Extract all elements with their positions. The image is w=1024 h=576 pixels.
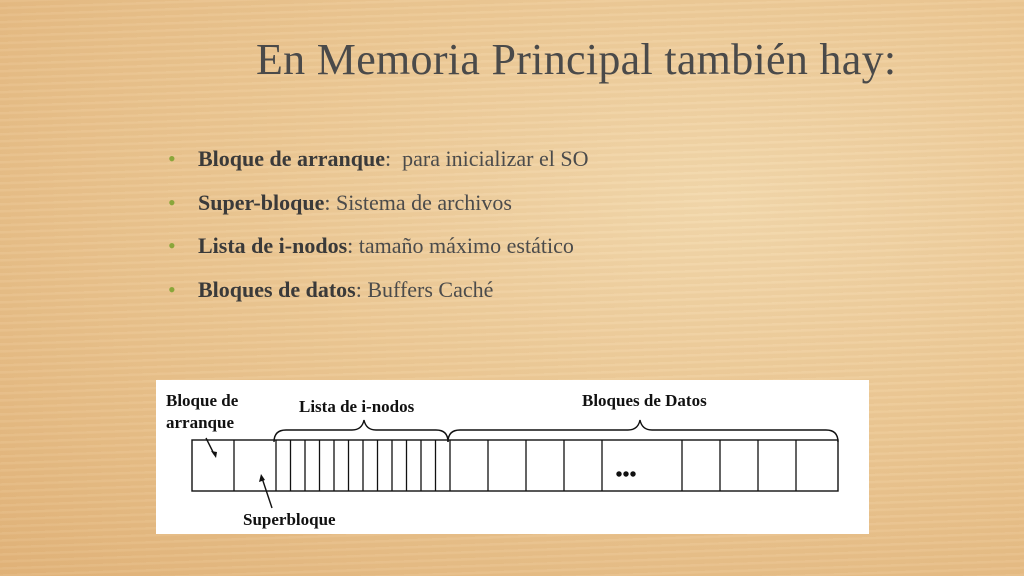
superblock-label: Superbloque — [243, 510, 336, 529]
disk-layout-diagram — [156, 380, 869, 534]
ellipsis-text: ••• — [615, 464, 637, 486]
cell-dividers — [234, 440, 796, 491]
bullet-dot-icon: • — [168, 189, 176, 215]
bullet-desc: para inicializar el SO — [402, 146, 589, 171]
diagram-svg — [156, 380, 869, 534]
boot-block-label-line2: arranque — [166, 413, 234, 432]
bullet-dot-icon: • — [168, 276, 176, 302]
bullet-dot-icon: • — [168, 146, 176, 171]
bullet-dot-icon: • — [168, 233, 176, 258]
boot-block-arrowhead — [211, 451, 217, 458]
data-blocks-brace — [448, 420, 838, 442]
superblock-arrowhead — [259, 474, 265, 482]
bullet-item — [168, 268, 588, 312]
bullet-item — [168, 224, 588, 268]
bullet-term: Bloque de arranque — [198, 146, 386, 171]
bullet-separator: : — [347, 233, 359, 258]
bullet-separator: : — [355, 276, 368, 302]
boot-block-label-line1: Bloque de — [166, 391, 239, 410]
superblock-arrow — [262, 478, 272, 508]
bullet-term: Bloques de datos — [198, 276, 356, 302]
bullet-desc: Buffers Caché — [367, 276, 494, 302]
block-strip — [192, 440, 838, 491]
inode-list-brace — [274, 420, 448, 442]
slide-title: En Memoria Principal también hay: — [256, 35, 897, 84]
bullet-desc: tamaño máximo estático — [358, 233, 574, 258]
bullet-term: Lista de i-nodos — [198, 233, 348, 258]
bullet-separator: : — [324, 189, 336, 215]
data-blocks-label: Bloques de Datos — [582, 391, 707, 410]
inode-list-label: Lista de i-nodos — [299, 397, 415, 416]
bullet-item — [168, 181, 588, 225]
bullet-term: Super-bloque — [198, 189, 325, 215]
bullet-desc: Sistema de archivos — [335, 189, 512, 215]
bullet-item — [168, 137, 588, 181]
bullet-separator: : — [385, 146, 403, 171]
bullet-list — [168, 137, 588, 311]
